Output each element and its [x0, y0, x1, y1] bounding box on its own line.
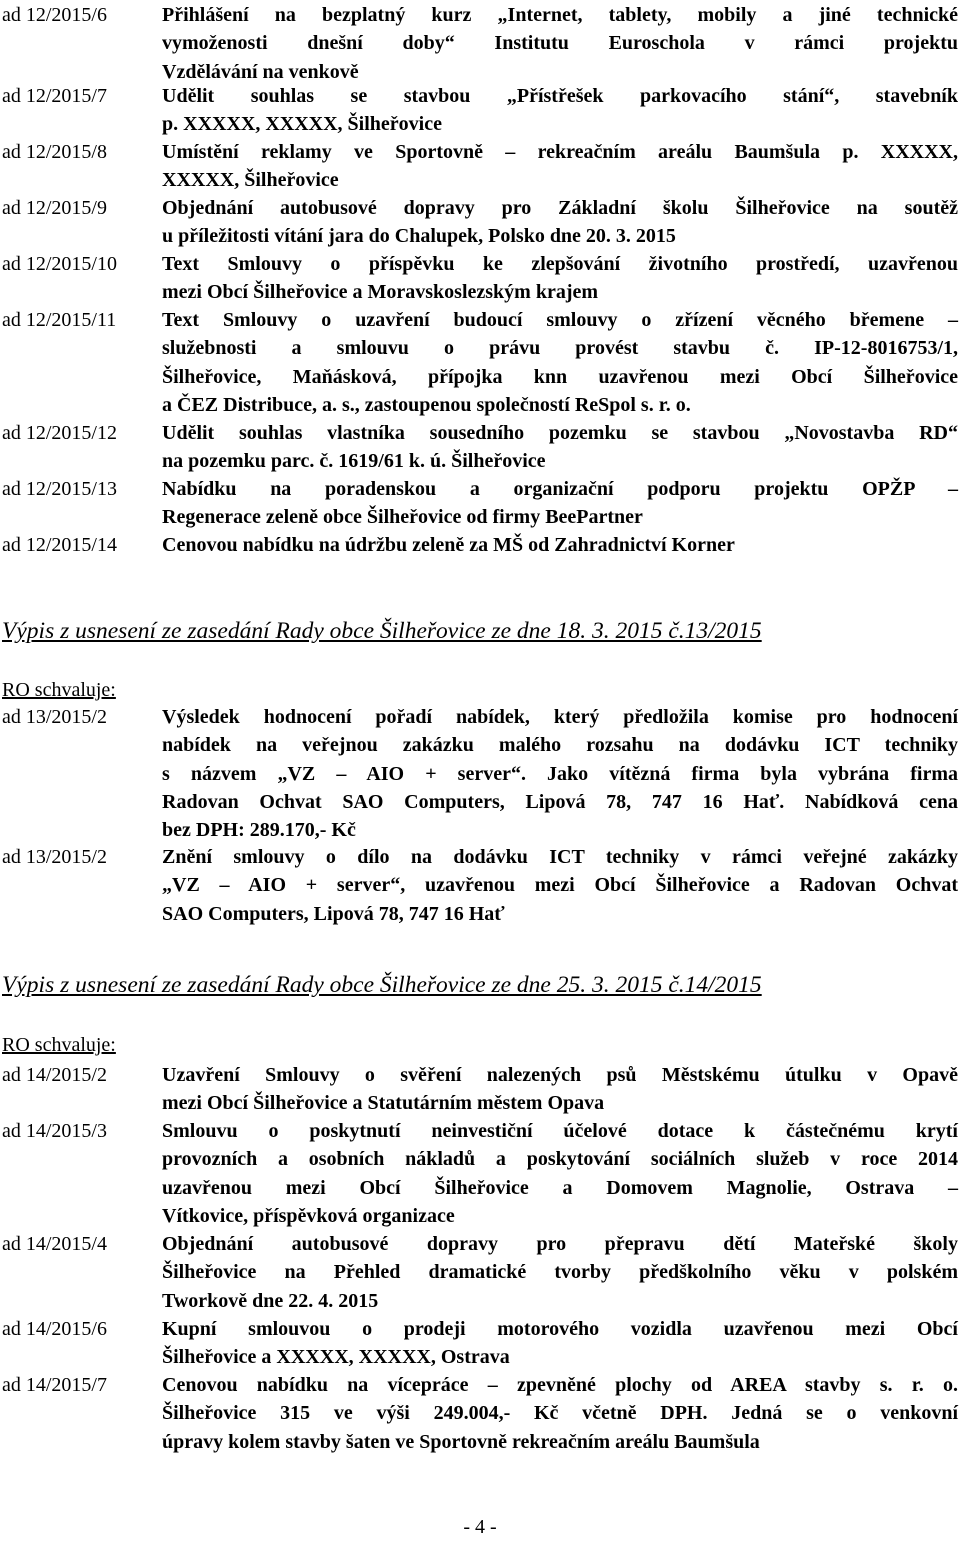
text-line: uzavřenou mezi Obcí Šilheřovice a Domovem Magnolie, Ostrava –	[162, 1176, 958, 1199]
text-line: na pozemku parc. č. 1619/61 k. ú. Šilheřovice	[162, 450, 546, 473]
resolution-label: ad 13/2015/2	[2, 706, 107, 728]
text-line: služebnosti a smlouvu o právu provést stavbu č. IP-12-8016753/1,	[162, 337, 958, 360]
resolution-label: ad 12/2015/8	[2, 141, 107, 163]
resolution-label: ad 14/2015/2	[2, 1064, 107, 1086]
text-line: Text Smlouvy o příspěvku ke zlepšování životního prostředí, uzavřenou	[162, 253, 958, 275]
text-line: Vzdělávání na venkově	[162, 60, 359, 83]
resolution-label: ad 12/2015/12	[2, 422, 117, 444]
text-line: Text Smlouvy o uzavření budoucí smlouvy o zřízení věcného břemene –	[162, 309, 958, 331]
resolution-text	[162, 250, 958, 307]
text-line: provozních a osobních nákladů a poskytování sociálních služeb v roce 2014	[162, 1148, 958, 1171]
approves-label: RO schvaluje:	[2, 1034, 116, 1056]
text-line: Vítkovice, příspěvková organizace	[162, 1204, 455, 1227]
text-line: Šilheřovice, Maňásková, přípojka knn uzavřenou mezi Obcí Šilheřovice	[162, 365, 958, 388]
text-line: a ČEZ Distribuce, a. s., zastoupenou společností ReSpol s. r. o.	[162, 393, 691, 416]
text-line: Regenerace zeleně obce Šilheřovice od firmy BeePartner	[162, 506, 643, 529]
section-heading: Výpis z usnesení ze zasedání Rady obce Šilheřovice ze dne 18. 3. 2015 č.13/2015	[2, 618, 762, 644]
text-line: vymoženosti dnešní doby“ Institutu Euroschola v rámci projektu	[162, 32, 958, 55]
text-line: Kupní smlouvou o prodeji motorového vozidla uzavřenou mezi Obcí	[162, 1318, 958, 1340]
resolution-text	[162, 1061, 958, 1118]
text-line: Smlouvu o poskytnutí neinvestiční účelové dotace k částečnému krytí	[162, 1120, 958, 1142]
text-line: bez DPH: 289.170,- Kč	[162, 819, 356, 842]
resolution-text	[162, 1230, 958, 1315]
text-line: Přihlášení na bezplatný kurz „Internet, tablety, mobily a jiné technické	[162, 4, 958, 26]
resolution-label: ad 14/2015/3	[2, 1120, 107, 1142]
text-line: Nabídku na poradenskou a organizační podporu projektu OPŽP –	[162, 478, 958, 500]
resolution-label: ad 12/2015/11	[2, 309, 117, 331]
text-line: SAO Computers, Lipová 78, 747 16 Hať	[162, 902, 505, 925]
text-line: Radovan Ochvat SAO Computers, Lipová 78, 747 16 Hať. Nabídková cena	[162, 790, 958, 813]
text-line: mezi Obcí Šilheřovice a Moravskoslezským krajem	[162, 281, 599, 304]
text-line: Šilheřovice na Přehled dramatické tvorby předškolního věku v polském	[162, 1261, 958, 1284]
resolution-label: ad 12/2015/6	[2, 4, 107, 26]
text-line: u příležitosti vítání jara do Chalupek, Polsko dne 20. 3. 2015	[162, 225, 676, 248]
resolution-text	[162, 1117, 958, 1230]
resolution-label: ad 12/2015/14	[2, 534, 117, 556]
resolution-text	[162, 1371, 958, 1456]
text-line: p. XXXXX, XXXXX, Šilheřovice	[162, 113, 442, 136]
text-line: Udělit souhlas vlastníka sousedního pozemku se stavbou „Novostavba RD“	[162, 422, 958, 444]
text-line: „VZ – AIO + server“, uzavřenou mezi Obcí Šilheřovice a Radovan Ochvat	[162, 874, 958, 897]
resolution-label: ad 14/2015/6	[2, 1318, 107, 1340]
text-line: Výsledek hodnocení pořadí nabídek, který předložila komise pro hodnocení	[162, 706, 958, 728]
text-line: Šilheřovice a XXXXX, XXXXX, Ostrava	[162, 1346, 510, 1369]
resolution-text	[162, 703, 958, 844]
text-line: Šilheřovice 315 ve výši 249.004,- Kč včetně DPH. Jedná se o venkovní	[162, 1402, 958, 1425]
text-line: Objednání autobusové dopravy pro přepravu dětí Mateřské školy	[162, 1233, 958, 1255]
resolution-text	[162, 194, 958, 251]
text-line: Tworkově dne 22. 4. 2015	[162, 1289, 379, 1312]
text-line: XXXXX, Šilheřovice	[162, 169, 339, 192]
text-line: Udělit souhlas se stavbou „Přístřešek parkovacího stání“, stavebník	[162, 85, 958, 107]
text-line: nabídek na veřejnou zakázku malého rozsahu na dodávku ICT techniky	[162, 734, 958, 757]
resolution-label: ad 12/2015/9	[2, 197, 107, 219]
resolution-label: ad 12/2015/10	[2, 253, 117, 275]
text-line: Znění smlouvy o dílo na dodávku ICT techniky v rámci veřejné zakázky	[162, 846, 958, 868]
text-line: mezi Obcí Šilheřovice a Statutárním městem Opava	[162, 1092, 605, 1115]
resolution-label: ad 12/2015/13	[2, 478, 117, 500]
resolution-text	[162, 82, 958, 139]
resolution-label: ad 14/2015/7	[2, 1374, 107, 1396]
resolution-text	[162, 843, 958, 928]
resolution-label: ad 12/2015/7	[2, 85, 107, 107]
resolution-label: ad 14/2015/4	[2, 1233, 107, 1255]
text-line: Umístění reklamy ve Sportovně – rekreačním areálu Baumšula p. XXXXX,	[162, 141, 958, 163]
section-heading: Výpis z usnesení ze zasedání Rady obce Šilheřovice ze dne 25. 3. 2015 č.14/2015	[2, 972, 762, 998]
resolution-text	[162, 1, 958, 86]
resolution-text	[162, 531, 958, 559]
text-line: s názvem „VZ – AIO + server“. Jako vítězná firma byla vybrána firma	[162, 762, 958, 785]
resolution-text	[162, 419, 958, 476]
text-line: Cenovou nabídku na údržbu zeleně za MŠ od Zahradnictví Korner	[162, 534, 735, 556]
approves-label: RO schvaluje:	[2, 679, 116, 701]
text-line: úpravy kolem stavby šaten ve Sportovně rekreačním areálu Baumšula	[162, 1430, 760, 1453]
text-line: Cenovou nabídku na vícepráce – zpevněné plochy od AREA stavby s. r. o.	[162, 1374, 958, 1396]
text-line: Objednání autobusové dopravy pro Základní školu Šilheřovice na soutěž	[162, 197, 958, 219]
resolution-text	[162, 1315, 958, 1372]
resolution-text	[162, 138, 958, 195]
page-number: - 4 -	[463, 1516, 497, 1538]
resolution-text	[162, 475, 958, 532]
resolution-text	[162, 306, 958, 419]
resolution-label: ad 13/2015/2	[2, 846, 107, 868]
text-line: Uzavření Smlouvy o svěření nalezených psů Městskému útulku v Opavě	[162, 1064, 958, 1086]
